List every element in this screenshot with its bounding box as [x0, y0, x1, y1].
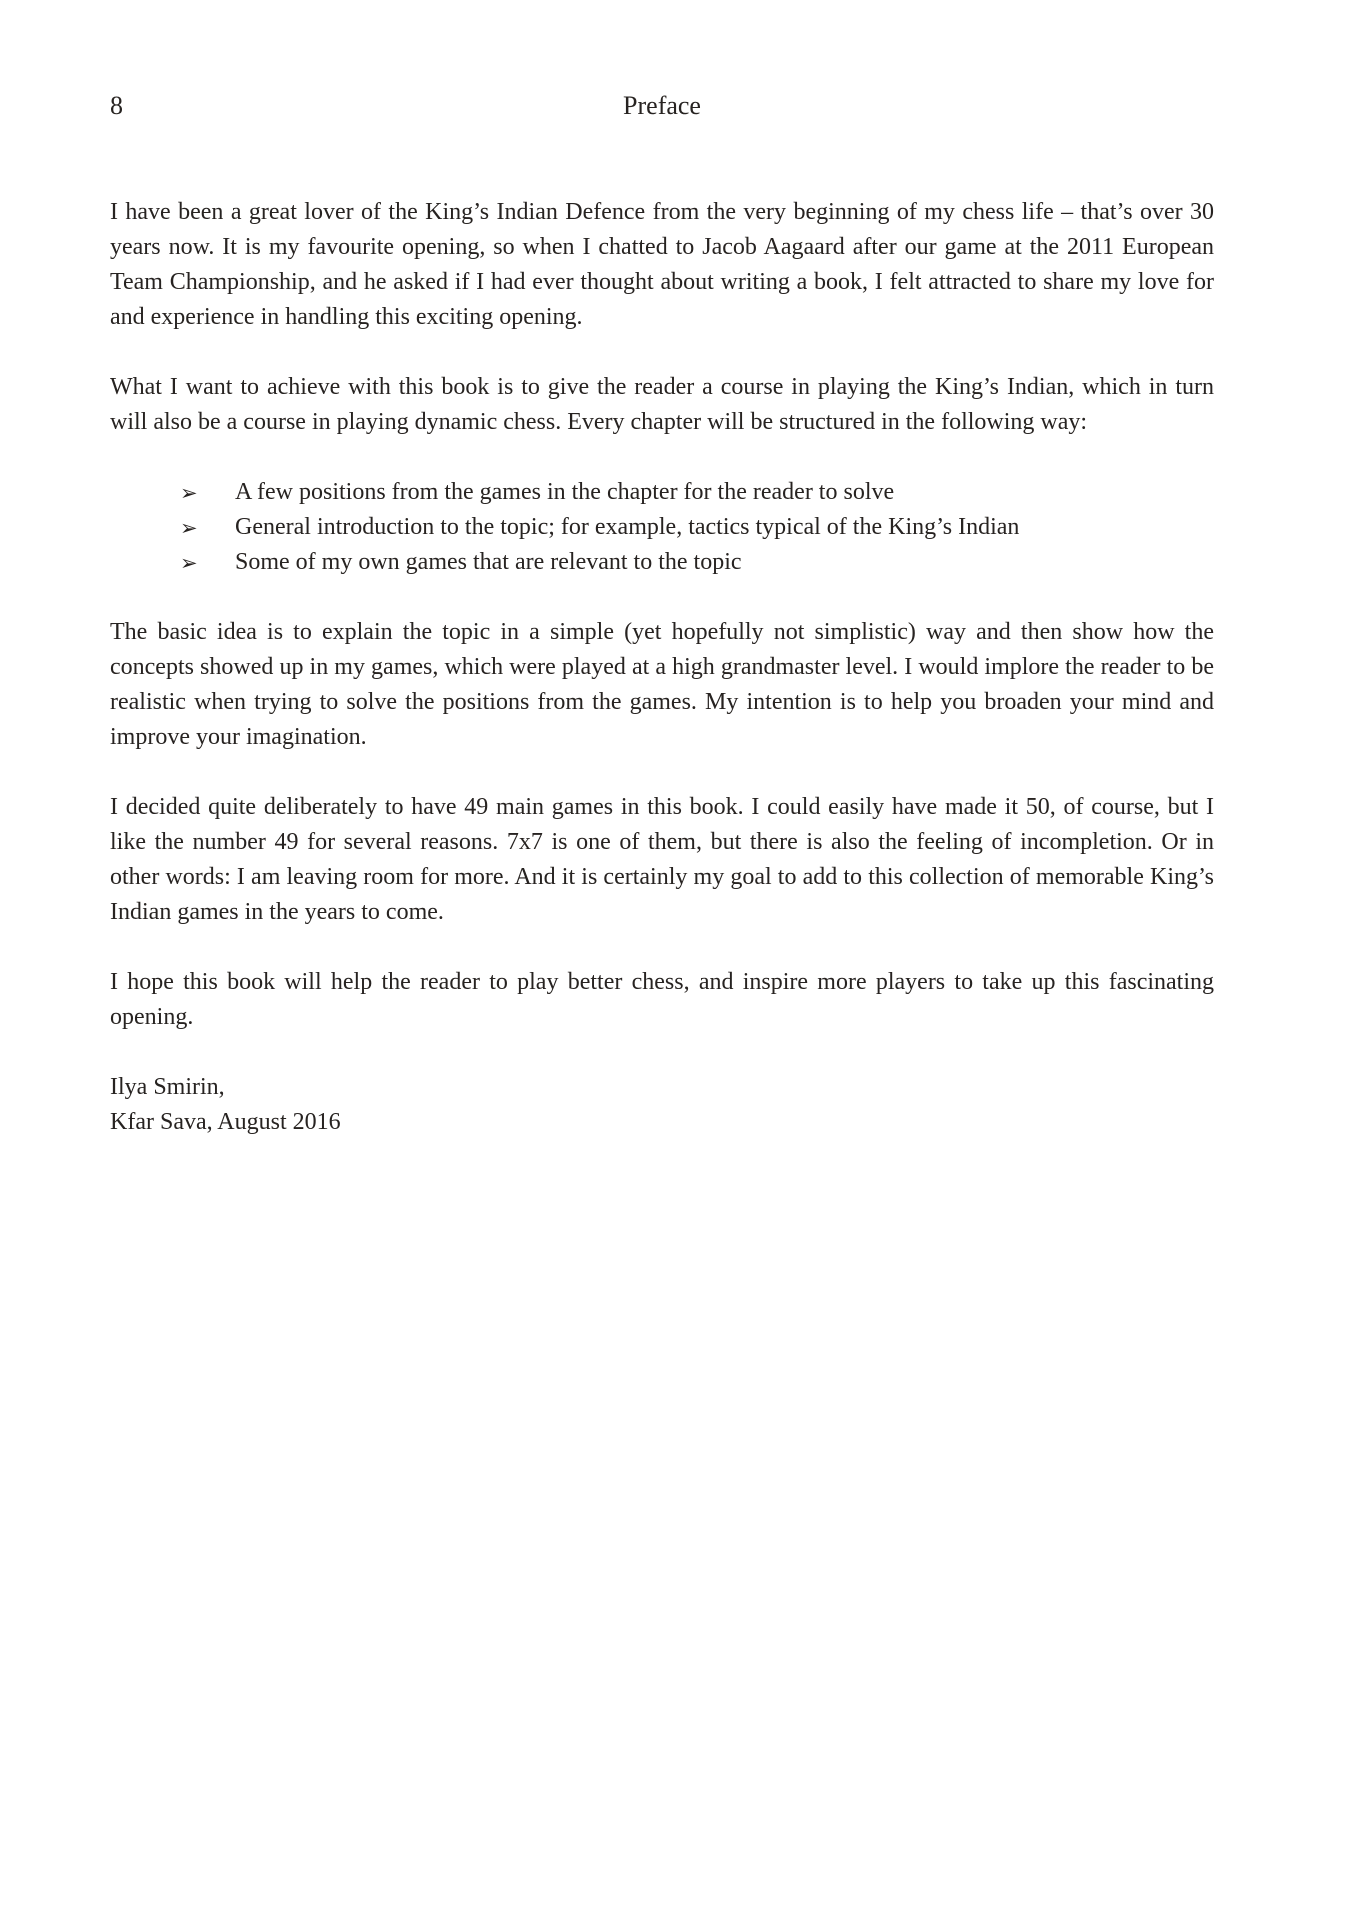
list-item	[110, 545, 1214, 580]
signature	[110, 1070, 1214, 1140]
arrow-bullet-icon: ➢	[180, 516, 198, 540]
arrow-bullet-icon: ➢	[180, 551, 198, 575]
paragraph-hope: I hope this book will help the reader to play better chess, and inspire more players to take up this fascinating opening.	[110, 969, 1214, 1030]
list-item-text: A few positions from the games in the chapter for the reader to solve	[235, 479, 895, 505]
list-item	[110, 475, 1214, 510]
page-number: 8	[110, 91, 123, 120]
page-title: Preface	[623, 91, 701, 120]
list-item	[110, 510, 1214, 545]
paragraph-49-games: I decided quite deliberately to have 49 main games in this book. I could easily have made it 50, of course, but I like the number 49 for several reasons. 7x7 is one of them, but there is also the feeling of incompletion. Or in other words: I am leaving room for more. And it is certainly my goal to add to this collection of memorable King’s Indian games in the years to come.	[110, 794, 1214, 925]
page-header	[110, 88, 1214, 123]
paragraph-basic-idea: The basic idea is to explain the topic in a simple (yet hopefully not simplistic) way and then show how the concepts showed up in my games, which were played at a high grandmaster level. I would implore the reader to be realistic when trying to solve the positions from the games. My intention is to help you broaden your mind and improve your imagination.	[110, 619, 1214, 750]
paragraph-goal: What I want to achieve with this book is to give the reader a course in playing the King’s Indian, which in turn will also be a course in playing dynamic chess. Every chapter will be structured in the following way:	[110, 374, 1214, 435]
paragraph-intro: I have been a great lover of the King’s Indian Defence from the very beginning of my chess life – that’s over 30 years now. It is my favourite opening, so when I chatted to Jacob Aagaard after our game at the 2011 European Team Championship, and he asked if I had ever thought about writing a book, I felt attracted to share my love for and experience in handling this exciting opening.	[110, 199, 1214, 330]
preface-body	[110, 195, 1214, 1140]
list-item-text: General introduction to the topic; for example, tactics typical of the King’s Indian	[235, 514, 1020, 540]
signature-name: Ilya Smirin,	[110, 1074, 225, 1100]
chapter-structure-list	[110, 475, 1214, 580]
arrow-bullet-icon: ➢	[180, 481, 198, 505]
list-item-text: Some of my own games that are relevant to the topic	[235, 549, 742, 575]
signature-place-date: Kfar Sava, August 2016	[110, 1109, 341, 1135]
